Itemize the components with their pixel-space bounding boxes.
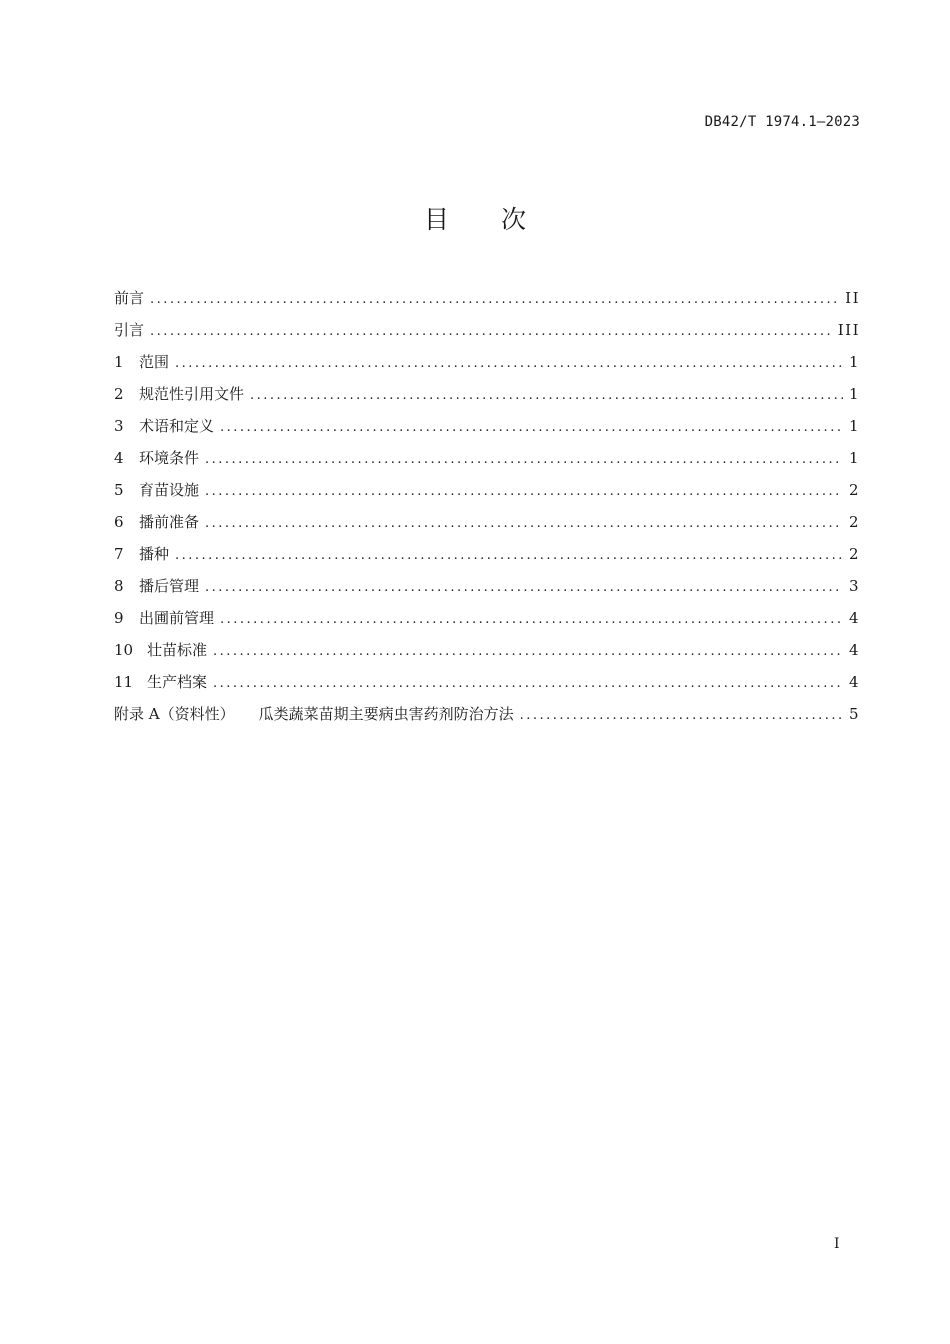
toc-entry-6[interactable] <box>114 509 860 541</box>
toc-entry-number: 11 <box>114 673 134 691</box>
toc-dot-leader <box>213 671 843 697</box>
page-number: I <box>834 1236 840 1252</box>
toc-entry-9[interactable] <box>114 605 860 637</box>
toc-entry-label: 出圃前管理 <box>139 609 215 627</box>
toc-entry-11[interactable] <box>114 669 860 701</box>
toc-appendix-label: 附录 A（资料性） <box>114 705 235 723</box>
toc-entry-page: 2 <box>848 545 860 563</box>
toc-entry-page: 1 <box>848 449 860 467</box>
toc-entry-label: 播前准备 <box>139 513 200 531</box>
toc-entry-label: 播后管理 <box>139 577 200 595</box>
toc-entry-10[interactable] <box>114 637 860 669</box>
toc-entry-label: 壮苗标准 <box>147 641 208 659</box>
toc-entry-7[interactable] <box>114 541 860 573</box>
toc-entry-number: 7 <box>114 545 124 563</box>
toc-entry-label: 播种 <box>139 545 170 563</box>
toc-appendix-title: 瓜类蔬菜苗期主要病虫害药剂防治方法 <box>258 705 514 723</box>
toc-entry-1[interactable] <box>114 349 860 381</box>
toc-entry-page: 3 <box>848 577 860 595</box>
toc-dot-leader <box>213 639 843 665</box>
toc-entry-page: 5 <box>848 705 860 723</box>
toc-entry-page: 2 <box>848 513 860 531</box>
toc-entry-page: 4 <box>848 641 860 659</box>
toc-entry-page: III <box>837 321 860 339</box>
toc-entry-page: 4 <box>848 609 860 627</box>
toc-dot-leader <box>150 287 839 313</box>
toc-entry-page: 4 <box>848 673 860 691</box>
toc-entry-number: 3 <box>114 417 124 435</box>
toc-entry-label: 生产档案 <box>147 673 208 691</box>
toc-entry-number: 5 <box>114 481 124 499</box>
toc-dot-leader <box>175 351 843 377</box>
toc-entry-label: 范围 <box>139 353 170 371</box>
toc-entry-foreword[interactable] <box>114 285 860 317</box>
toc-entry-label: 术语和定义 <box>139 417 215 435</box>
toc-entry-label: 规范性引用文件 <box>139 385 245 403</box>
toc-entry-number: 8 <box>114 577 124 595</box>
toc-dot-leader <box>205 511 843 537</box>
toc-entry-label: 育苗设施 <box>139 481 200 499</box>
toc-dot-leader <box>175 543 843 569</box>
toc-entry-5[interactable] <box>114 477 860 509</box>
toc-dot-leader <box>250 383 843 409</box>
toc-dot-leader <box>150 319 832 345</box>
toc-entry-page: 1 <box>848 385 860 403</box>
toc-entry-8[interactable] <box>114 573 860 605</box>
toc-dot-leader <box>520 703 843 729</box>
toc-entry-2[interactable] <box>114 381 860 413</box>
toc-entry-number: 6 <box>114 513 124 531</box>
toc-entry-page: II <box>845 289 860 307</box>
toc-entry-introduction[interactable] <box>114 317 860 349</box>
toc-dot-leader <box>220 415 843 441</box>
toc-dot-leader <box>205 575 843 601</box>
toc-dot-leader <box>205 479 843 505</box>
toc-dot-leader <box>220 607 843 633</box>
toc-entry-page: 2 <box>848 481 860 499</box>
toc-entry-page: 1 <box>848 353 860 371</box>
toc-entry-label: 环境条件 <box>139 449 200 467</box>
toc-entry-3[interactable] <box>114 413 860 445</box>
toc-entry-appendix-a[interactable] <box>114 701 860 733</box>
toc-dot-leader <box>205 447 843 473</box>
document-code: DB42/T 1974.1—2023 <box>704 114 860 130</box>
toc-entry-label: 前言 <box>114 289 145 307</box>
toc-entry-4[interactable] <box>114 445 860 477</box>
toc-entry-number: 4 <box>114 449 124 467</box>
toc-entry-number: 1 <box>114 353 124 371</box>
toc-entry-number: 2 <box>114 385 124 403</box>
toc-entry-label: 引言 <box>114 321 145 339</box>
toc-title: 目次 <box>423 205 578 234</box>
toc-entry-number: 9 <box>114 609 124 627</box>
table-of-contents <box>114 285 860 733</box>
toc-entry-page: 1 <box>848 417 860 435</box>
toc-entry-number: 10 <box>114 641 134 659</box>
